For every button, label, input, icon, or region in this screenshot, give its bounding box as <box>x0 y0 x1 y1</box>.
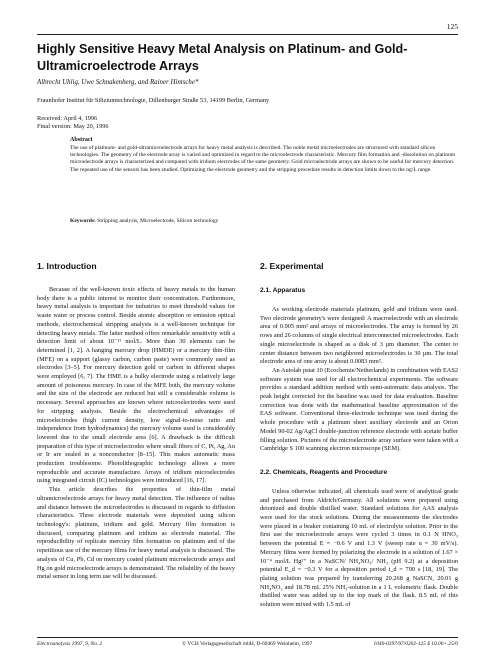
body-paragraph: This article describes the properties of thin-film metal ultramicroelectrode arrays for heavy metal detection. The influence of radius and distance between the microelectrodes is discussed in regards to diffusion characteristics. Three electrode materials were deposited using silicon technology's: platinum, iridium and gold. Mercury film formation is discussed, comparing platinum and iridium as electrode material. The reproducibility of replicate mercury film formation on platinum and of the repetitious use of the mercury films for heavy metal analysis is discussed. The analysis of Cu, Pb, Cd on mercury coated platinum microelectrode arrays and Hg on gold microelectrode arrays is demonstrated. The reliability of the heavy metal sensor in long term use will be discussed. <box>37 486 235 581</box>
subsection-heading-apparatus: 2.1. Apparatus <box>260 287 306 294</box>
right-column <box>260 261 458 610</box>
page-footer <box>37 641 458 649</box>
article-authors: Albrecht Uhlig, Uwe Schnakenberg, and Rainer Hintsche* <box>37 79 199 86</box>
author-affiliation: Fraunhofer Institut für Siliziumtechnologie, Dillenburger Straße 53, 14199 Berlin, Germany <box>37 97 270 104</box>
section-heading-experimental: 2. Experimental <box>260 261 324 271</box>
footer-rule <box>37 637 458 638</box>
header-rule <box>37 34 458 35</box>
abstract-heading: Abstract <box>70 137 93 143</box>
body-paragraph: As working electrode materials platinum, gold and iridium were used. Two electrode geometry's were designed: A macroelectrode with an electrode area of 0.905 mm² and arrays of microelectrodes. The array is formed by 26 rows and 26 columns of single electrical interconnected microelectrodes. Each single microelectrode is shaped as a disk of 3 µm diameter. The center to center distance between two neighbored microelectrodes is 30 µm. The total electrode area of one array is about 0.0083 mm². <box>260 306 458 366</box>
received-date: Received: April 4, 1996 <box>37 115 98 122</box>
body-paragraph: An Autolab pstat 10 (Ecochemie/Netherlands) in combination with EAS2 software system was used for all electrochemical experiments. The software provides a standard addition method with semi-automatic data analysis. The peak height corrected for the baseline was used for data evaluation. Baseline correction was done with the mathematical baseline approximation of the EAS software. Conventional three-electrode technique was used during the whole procedure with a platinum sheet auxiliary electrode and an Orion Model 90-02 Ag/AgCl double-junction reference electrode with acetate buffer filling solution. Pictures of the microelectrode array surface were taken with a Cambridge S 100 scanning electron microscope (SEM). <box>260 366 458 453</box>
keywords-text: Stripping analysis, Microelectrode, Silicon technology <box>97 218 219 224</box>
received-dates <box>37 115 109 131</box>
article-code: 1040-0397/97/0202-125 $ 10.00+.25/0 <box>373 641 458 647</box>
subsection-heading-chemicals: 2.2. Chemicals, Reagents and Procedure <box>260 468 388 476</box>
final-version-date: Final version: May 20, 1996 <box>37 123 109 131</box>
left-column <box>37 261 235 582</box>
publisher-copyright: © VCH Verlagsgesellschaft mbH, D-69469 Weinheim, 1997 <box>182 641 313 647</box>
body-paragraph: Unless otherwise indicated, all chemicals used were of analytical grade and purchased from Aldrich/Germany. All solutions were prepared using deionized and double distilled water. Standard solutions for AAS analysis were used for the stock solutions. During the measurements the electrodes were placed in a beaker containing 10 mL of electrolyte solution. Prior to the first use the microelectrode arrays were cycled 3 times in 0.1 N HNO₃ between the potential E = −0.6 V and 1.3 V (sweep rate u = 30 mV/s). Mercury films were formed by polarizing the electrode in a solution of 1.67 × 10⁻⁴ mol/L Hg²⁺ in a NaSCN/ NH₄NO₃/ NH₃ (pH 9.2) at a deposition potential E_d = −0.3 V for a deposition period t_d = 700 s [18, 19]. The plating solution was prepared by transferring 20.268 g NaSCN, 20.01 g NH₄NO₃ and 18.78 mL 25% NH₃-solution in a 1 L volumetric flask. Double distilled water was added up to the top mark of the flask. 8.5 mL of this solution were mixed with 1.5 mL of <box>260 487 458 609</box>
keywords-line <box>70 218 462 224</box>
journal-citation: Electroanalysis 1997, 9, No. 2 <box>37 641 103 647</box>
abstract-text: The use of platinum- and gold-ultramicroelectrode arrays for heavy metal analysis is described. The noble metal microelectrodes are structured with standard silicon technologies. The geometry of the electrode array is varied and optimized in regard to the microelectrode characteristic. Mercury film formation and -dissolution on platinum microelectrode arrays is characterized and compared with iridium electrodes of the same geometry. Gold microelectrode arrays are shown to be useful for mercury detection. The repeated use of the sensors has been studied. Optimizing the electrode geometry and the stripping procedure results in detection limits down to the ng/L range. <box>70 144 456 173</box>
body-paragraph: Because of the well-known toxic effects of heavy metals to the human body there is a public interest to monitor their concentration. Furthermore, heavy metal analysis is important for industries to meet threshold values for waste water or process control. Beside atomic absorption or emission optical methods, electrochemical stripping analysis is a well-known technique for detecting heavy metals. The latter method offers remarkable sensitivity with a detection limit of about 10⁻¹¹ mol/L. More than 30 elements can be determined [1, 2]. A hanging mercury drop (HMDE) or a mercury thin-film (MFE) on a support (glassy carbon, carbon paste) were commonly used as electrodes [3–5]. For mercury detection gold or carbon in different shapes were employed [6, 7]. The HME is a bulky electrode using a relatively large amount of poisonous mercury. In case of the MFE both, the mercury volume and the size of the electrode are reduced but still a considerable volume is necessary. Several approaches are known where microelectrodes were used for stripping analysis. Beside the electrochemical advantages of microelectrodes (high current density, low signal-to-noise ratio and independence from hydrodynamics) the mercury volume used is considerably lowered due to the small electrode area [6]. A drawback is the difficult preparation of this type of microelectrodes where small fibers of C, Pt, Ag, Au or Ir are sealed in a nonconductor [8–15]. This makes automatic mass production troublesome. Photolithographic technology allows a more reproducible and accurate manufacture. Arrays of iridium microelectrodes using integrated circuit (IC) technologies were introduced [16, 17]. <box>37 286 235 485</box>
article-title: Highly Sensitive Heavy Metal Analysis on Platinum- and Gold-Ultramicroelectrode Arrays <box>37 42 408 73</box>
keywords-label: Keywords: <box>70 218 96 224</box>
abstract-block <box>70 137 462 174</box>
page-number: 125 <box>446 22 458 31</box>
section-heading-introduction: 1. Introduction <box>37 261 97 271</box>
